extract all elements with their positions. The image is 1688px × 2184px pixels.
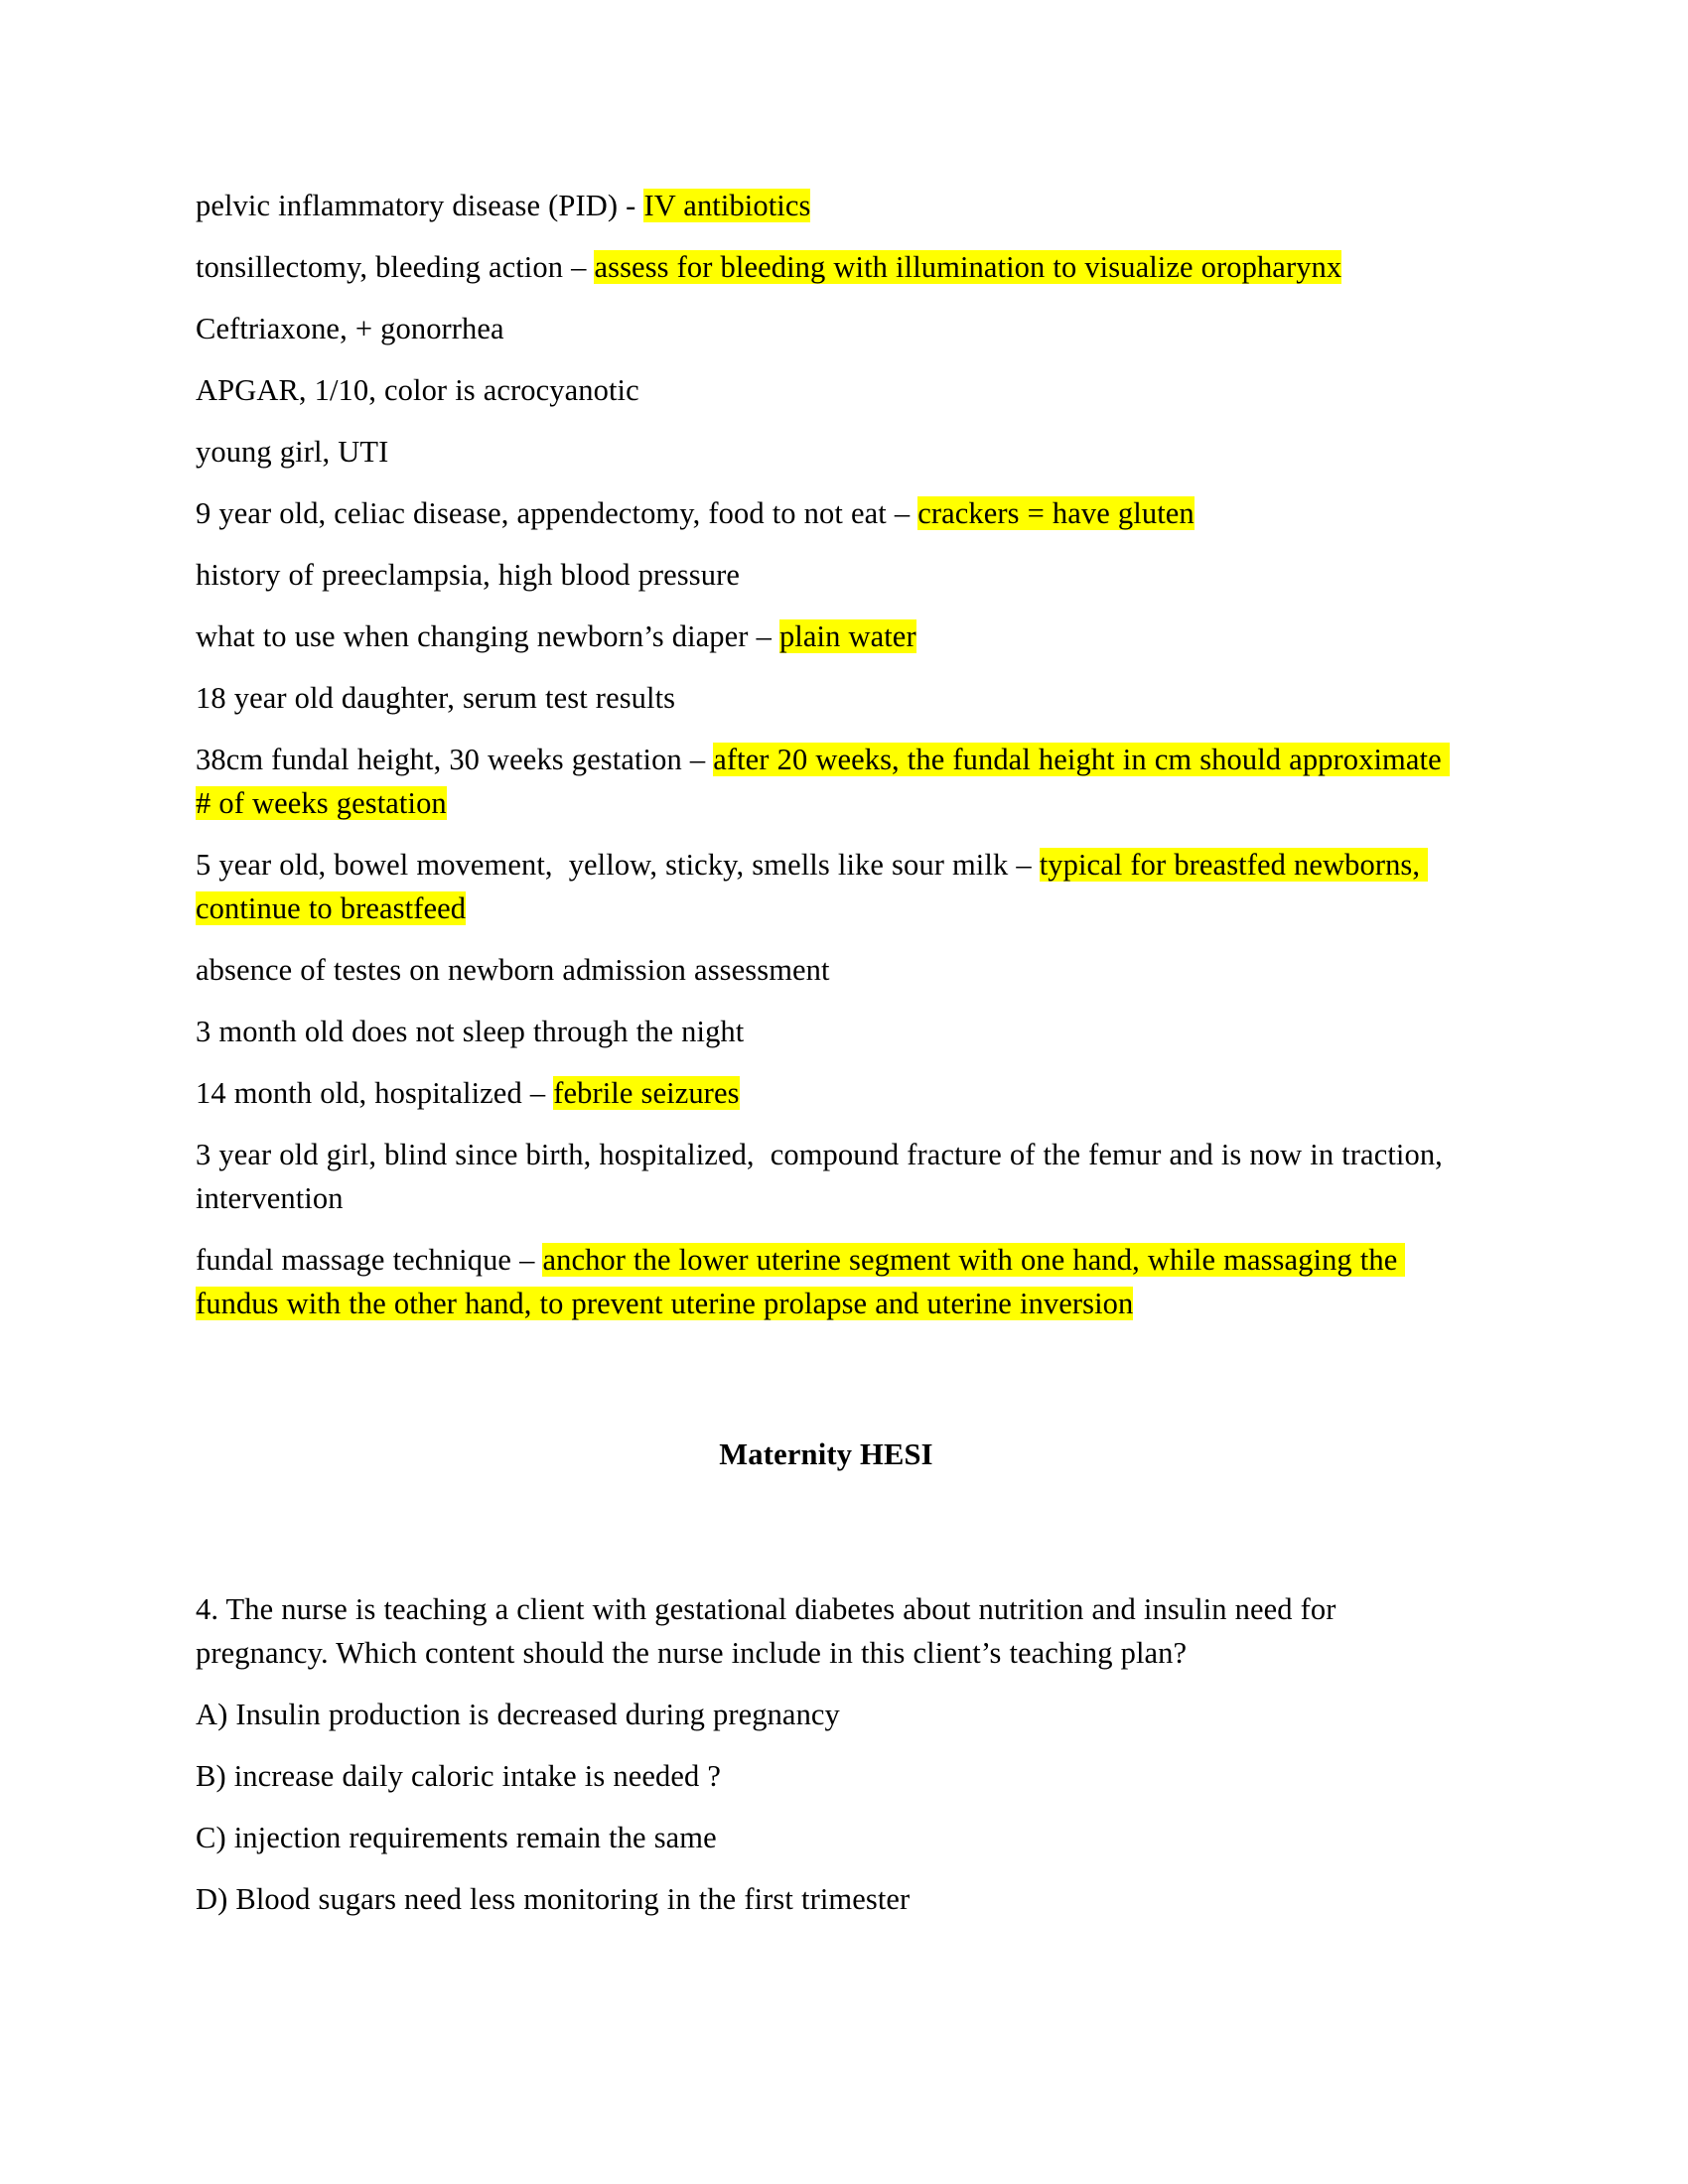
note-text-plain: 3 month old does not sleep through the night — [196, 1015, 745, 1048]
highlight-crackers-gluten: crackers = have gluten — [917, 496, 1195, 530]
note-line-bowel-movement — [196, 843, 1457, 930]
answer-option-d[interactable]: D) Blood sugars need less monitoring in the first trimester — [196, 1882, 911, 1916]
note-line-fundal-height — [196, 738, 1457, 825]
highlight-plain-water: plain water — [778, 619, 916, 653]
notes-list — [196, 184, 1457, 1325]
note-text-plain: 14 month old, hospitalized – — [196, 1076, 554, 1110]
section-heading-maternity-hesi: Maternity HESI — [719, 1437, 933, 1471]
note-line-preeclampsia — [196, 553, 1457, 597]
section-gap-spacer — [196, 1325, 1457, 1433]
answer-option-c[interactable]: C) injection requirements remain the same — [196, 1821, 717, 1854]
note-text-plain: Ceftriaxone, + gonorrhea — [196, 312, 504, 345]
note-line-diaper — [196, 614, 1457, 658]
note-line-uti — [196, 430, 1457, 474]
note-text-plain: 5 year old, bowel movement, yellow, sticky, smells like sour milk – — [196, 848, 1040, 882]
note-text-plain: 38cm fundal height, 30 weeks gestation – — [196, 743, 714, 776]
note-text-plain: history of preeclampsia, high blood pressure — [196, 558, 740, 592]
note-line-celiac — [196, 491, 1457, 535]
document-body — [196, 184, 1457, 1921]
note-text-plain: pelvic inflammatory disease (PID) - — [196, 189, 644, 222]
note-text-plain: absence of testes on newborn admission assessment — [196, 953, 830, 987]
note-line-ceftriaxone — [196, 307, 1457, 350]
note-text-plain: 3 year old girl, blind since birth, hospitalized, compound fracture of the femur and is now in traction, intervention — [196, 1138, 1451, 1215]
note-line-serum-test — [196, 676, 1457, 720]
note-line-traction — [196, 1133, 1457, 1220]
highlight-iv-antibiotics: IV antibiotics — [643, 189, 811, 222]
question-stem: 4. The nurse is teaching a client with gestational diabetes about nutrition and insulin need for pregnancy. Which content should the nurse include in this client’s teaching plan? — [196, 1592, 1336, 1670]
note-text-plain: tonsillectomy, bleeding action – — [196, 250, 595, 284]
note-line-febrile — [196, 1071, 1457, 1115]
note-text-plain: young girl, UTI — [196, 435, 389, 469]
highlight-febrile-seizures: febrile seizures — [553, 1076, 740, 1110]
note-line-apgar — [196, 368, 1457, 412]
note-line-testes — [196, 948, 1457, 992]
highlight-tonsillectomy-action: assess for bleeding with illumination to visualize oropharynx — [594, 250, 1342, 284]
note-line-fundal-massage — [196, 1238, 1457, 1325]
highlight-breastfed-stool: typical for breastfed newborns, continue to breastfeed — [196, 848, 1429, 925]
note-text-plain: APGAR, 1/10, color is acrocyanotic — [196, 373, 639, 407]
note-text-plain: 9 year old, celiac disease, appendectomy, food to not eat – — [196, 496, 918, 530]
heading-question-gap-spacer — [196, 1476, 1457, 1587]
answer-option-b[interactable]: B) increase daily caloric intake is needed ? — [196, 1759, 721, 1793]
highlight-fundal-massage-technique: anchor the lower uterine segment with one hand, while massaging the fundus with the other hand, to prevent uterine prolapse and uterine inversion — [196, 1243, 1406, 1320]
note-text-plain: what to use when changing newborn’s diaper – — [196, 619, 779, 653]
note-text-plain: fundal massage technique – — [196, 1243, 543, 1277]
note-line-pid — [196, 184, 1457, 227]
question-block-4 — [196, 1587, 1457, 1921]
note-line-sleep — [196, 1010, 1457, 1053]
highlight-fundal-height-rule: after 20 weeks, the fundal height in cm should approximate # of weeks gestation — [196, 743, 1450, 820]
note-text-plain: 18 year old daughter, serum test results — [196, 681, 676, 715]
answer-option-a[interactable]: A) Insulin production is decreased during pregnancy — [196, 1698, 840, 1731]
note-line-tonsillectomy — [196, 245, 1457, 289]
